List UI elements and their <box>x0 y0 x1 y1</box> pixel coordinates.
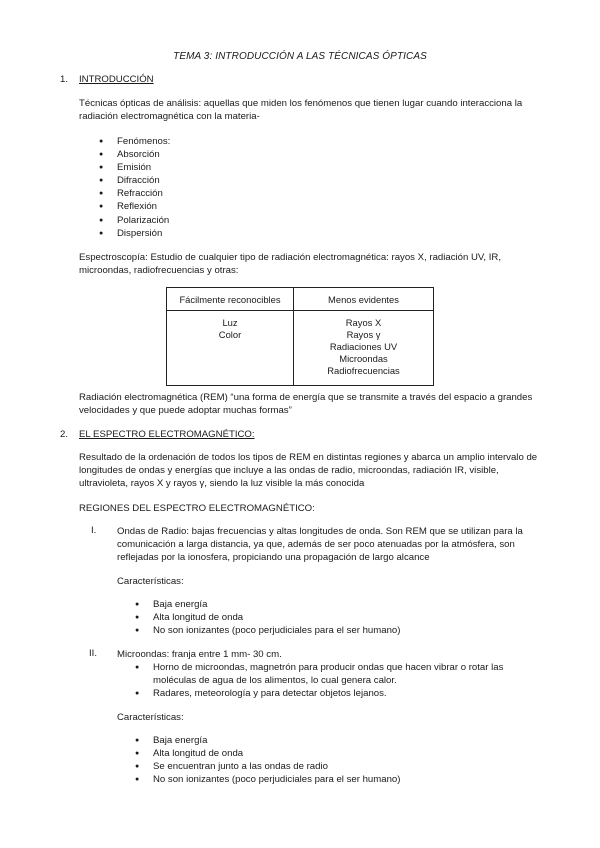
section-1-number: 1. <box>60 74 69 85</box>
cell-value: Luz <box>222 317 238 328</box>
spectrum-text-line-2: longitudes de ondas y energías que incluye a las ondas de radio, microondas, radiación IR, visible, <box>79 465 499 476</box>
microwave-characteristics-label: Características: <box>117 712 184 723</box>
document-title: TEMA 3: INTRODUCCIÓN A LAS TÉCNICAS ÓPTICAS <box>173 51 427 62</box>
microwave-use-line-3: Radares, meteorología y para detectar objetos lejanos. <box>153 688 387 699</box>
section-2-number: 2. <box>60 429 69 440</box>
table-cell-less-evident <box>294 311 434 386</box>
microwave-characteristics-list <box>135 734 400 786</box>
spectroscopy-line-2: microondas, radiofrecuencias y otras: <box>79 265 239 276</box>
rem-definition-line-1: Radiación electromagnética (REM) “una forma de energía que se transmite a través del espacio a grandes <box>79 392 533 403</box>
bullet-icon: ● <box>135 690 140 697</box>
cell-value: Rayos X <box>345 317 382 328</box>
microwave-use-line-2: moléculas de agua de los alimentos, lo cual genera calor. <box>153 675 397 686</box>
list-item: ● Reflexión <box>99 200 170 213</box>
microwave-text-line-1: Microondas: franja entre 1 mm- 30 cm. <box>117 649 282 660</box>
section-2-heading: EL ESPECTRO ELECTROMAGNÉTICO: <box>79 429 255 440</box>
cell-value: Radiofrecuencias <box>327 365 400 376</box>
table-header: Menos evidentes <box>294 288 434 311</box>
microwave-use-line-1: Horno de microondas, magnetrón para producir ondas que hacen vibrar o rotar las <box>153 662 504 673</box>
cell-value: Radiaciones UV <box>329 341 398 352</box>
phenomena-list <box>99 135 170 240</box>
list-item: ● Dispersión <box>99 227 170 240</box>
cell-value: Rayos γ <box>346 329 381 340</box>
list-item: ● Difracción <box>99 174 170 187</box>
radio-text-line-2: comunicación a larga distancia, ya que, además de ser poco atenuadas por la atmósfera, son <box>117 539 515 550</box>
spectroscopy-line-1: Espectroscopía: Estudio de cualquier tipo de radiación electromagnética: rayos X, radiación UV, IR, <box>79 252 502 263</box>
radio-text-line-3: reflejadas por la ionosfera, propiciando una propagación de largo alcance <box>117 552 430 563</box>
list-item: ● Baja energía <box>135 598 400 611</box>
list-item: ● Alta longitud de onda <box>135 747 400 760</box>
section-1-heading: INTRODUCCIÓN <box>79 74 154 85</box>
spectrum-text-line-1: Resultado de la ordenación de todos los tipos de REM en distintas regiones y abarca un amplio intervalo de <box>79 452 538 463</box>
radio-characteristics-label: Características: <box>117 576 184 587</box>
table-cell-easy <box>167 311 294 386</box>
list-item: ● Polarización <box>99 214 170 227</box>
intro-text-line-2: radiación electromagnética con la materia- <box>79 111 260 122</box>
rem-definition-line-2: velocidades y que puede adoptar muchas formas” <box>79 405 292 416</box>
region-numeral: II. <box>89 648 97 659</box>
bullet-icon: ● <box>135 664 140 671</box>
spectrum-text-line-3: ultravioleta, rayos X y rayos γ, siendo la luz visible la más conocida <box>79 478 365 489</box>
list-item: ● Emisión <box>99 161 170 174</box>
cell-value: Color <box>218 329 242 340</box>
list-item: ● Refracción <box>99 187 170 200</box>
list-item: ● No son ionizantes (poco perjudiciales para el ser humano) <box>135 773 400 786</box>
radio-characteristics-list <box>135 598 400 637</box>
list-item: ● Se encuentran junto a las ondas de radio <box>135 760 400 773</box>
list-item: ● Alta longitud de onda <box>135 611 400 624</box>
intro-text-line-1: Técnicas ópticas de análisis: aquellas que miden los fenómenos que tienen lugar cuando interacciona la <box>79 98 523 109</box>
regions-heading: REGIONES DEL ESPECTRO ELECTROMAGNÉTICO: <box>79 503 315 514</box>
table-header: Fácilmente reconocibles <box>167 288 294 311</box>
list-item: ● Fenómenos: <box>99 135 170 148</box>
radiation-table <box>166 287 434 386</box>
radio-text-line-1: Ondas de Radio: bajas frecuencias y altas longitudes de onda. Son REM que se utilizan para la <box>117 526 523 537</box>
list-item: ● Absorción <box>99 148 170 161</box>
list-item: ● Baja energía <box>135 734 400 747</box>
region-numeral: I. <box>91 525 97 536</box>
cell-value: Microondas <box>339 353 388 364</box>
list-item: ● No son ionizantes (poco perjudiciales para el ser humano) <box>135 624 400 637</box>
